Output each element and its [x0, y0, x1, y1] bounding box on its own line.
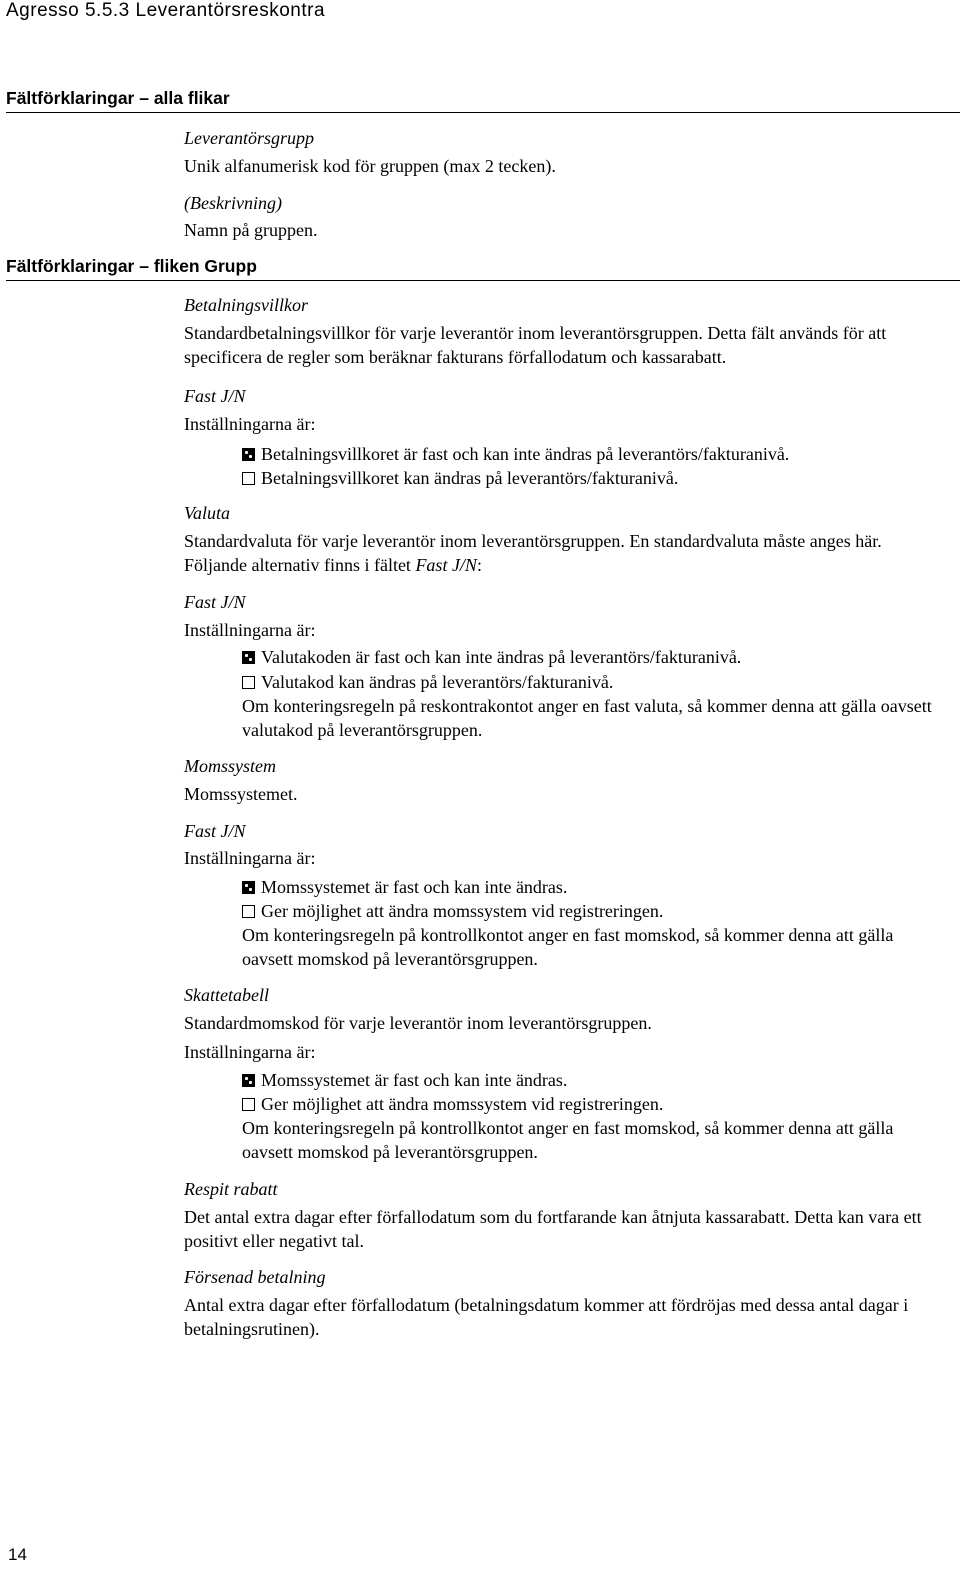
section-heading-grupp: Fältförklaringar – fliken Grupp	[6, 256, 960, 281]
option-unchecked-betalningsvillkor	[242, 466, 678, 490]
running-header: Agresso 5.5.3 Leverantörsreskontra	[6, 0, 326, 21]
desc-valuta-italic: Fast J/N	[415, 555, 477, 575]
desc-momssystem: Momssystemet.	[184, 784, 298, 804]
option-text: Betalningsvillkoret kan ändras på leverantörs/fakturanivå.	[261, 468, 679, 488]
option-checked-momssystem	[242, 875, 567, 899]
term-skattetabell: Skattetabell	[184, 985, 269, 1005]
option-unchecked-skattetabell	[242, 1092, 663, 1116]
option-text: Ger möjlighet att ändra momssystem vid registreringen.	[261, 901, 664, 921]
term-betalningsvillkor: Betalningsvillkor	[184, 295, 308, 315]
option-text: Valutakoden är fast och kan inte ändras på leverantörs/fakturanivå.	[261, 647, 742, 667]
desc-respit-rabatt: Det antal extra dagar efter förfallodatum som du fortfarande kan åtnjuta kassarabatt. Detta kan vara ett positivt eller negativt tal.	[184, 1207, 922, 1251]
settings-label-skattetabell: Inställningarna är:	[184, 1042, 316, 1062]
option-text: Valutakod kan ändras på leverantörs/fakturanivå.	[261, 672, 614, 692]
desc-betalningsvillkor: Standardbetalningsvillkor för varje leverantör inom leverantörsgruppen. Detta fält används för att specificera de regler som beräknar fakturans förfallodatum och kassarabatt.	[184, 323, 887, 367]
desc-valuta	[184, 529, 944, 577]
term-beskrivning: (Beskrivning)	[184, 193, 282, 213]
term-respit-rabatt: Respit rabatt	[184, 1179, 278, 1199]
subterm-betalningsvillkor-fast: Fast J/N	[184, 386, 246, 406]
option-checked-betalningsvillkor	[242, 442, 789, 466]
desc-skattetabell: Standardmomskod för varje leverantör inom leverantörsgruppen.	[184, 1013, 652, 1033]
desc-valuta-text: Standardvaluta för varje leverantör inom leverantörsgruppen. En standardvaluta måste anges här. Följande alternativ finns i fältet	[184, 531, 882, 575]
option-unchecked-valuta	[242, 670, 613, 694]
desc-beskrivning: Namn på gruppen.	[184, 220, 318, 240]
option-checked-valuta	[242, 645, 741, 669]
checked-checkbox-icon	[242, 651, 255, 664]
note-momssystem: Om konteringsregeln på kontrollkontot anger en fast momskod, så kommer denna att gälla oavsett momskod på leverantörsgruppen.	[242, 925, 894, 969]
desc-valuta-end: :	[476, 555, 482, 575]
subterm-momssystem-fast: Fast J/N	[184, 821, 246, 841]
desc-leverantorsgrupp: Unik alfanumerisk kod för gruppen (max 2 tecken).	[184, 156, 556, 176]
note-valuta: Om konteringsregeln på reskontrakontot anger en fast valuta, så kommer denna att gälla oavsett valutakod på leverantörsgruppen.	[242, 696, 932, 740]
checked-checkbox-icon	[242, 448, 255, 461]
section-heading-all-tabs: Fältförklaringar – alla flikar	[6, 88, 960, 113]
option-checked-skattetabell	[242, 1068, 567, 1092]
term-valuta: Valuta	[184, 503, 231, 523]
term-leverantorsgrupp: Leverantörsgrupp	[184, 128, 314, 148]
term-momssystem: Momssystem	[184, 756, 276, 776]
settings-label-momssystem: Inställningarna är:	[184, 848, 316, 868]
settings-label-valuta: Inställningarna är:	[184, 620, 316, 640]
subterm-valuta-fast: Fast J/N	[184, 592, 246, 612]
option-text: Momssystemet är fast och kan inte ändras.	[261, 1070, 568, 1090]
unchecked-checkbox-icon	[242, 905, 255, 918]
page-number: 14	[8, 1545, 27, 1564]
option-text: Betalningsvillkoret är fast och kan inte ändras på leverantörs/fakturanivå.	[261, 444, 790, 464]
settings-label-betalningsvillkor: Inställningarna är:	[184, 414, 316, 434]
option-text: Ger möjlighet att ändra momssystem vid registreringen.	[261, 1094, 664, 1114]
unchecked-checkbox-icon	[242, 472, 255, 485]
checked-checkbox-icon	[242, 1074, 255, 1087]
option-unchecked-momssystem	[242, 899, 663, 923]
term-forsenad-betalning: Försenad betalning	[184, 1267, 326, 1287]
option-text: Momssystemet är fast och kan inte ändras.	[261, 877, 568, 897]
checked-checkbox-icon	[242, 881, 255, 894]
desc-forsenad-betalning: Antal extra dagar efter förfallodatum (betalningsdatum kommer att fördröjas med dessa antal dagar i betalningsrutinen).	[184, 1295, 909, 1339]
unchecked-checkbox-icon	[242, 676, 255, 689]
unchecked-checkbox-icon	[242, 1098, 255, 1111]
note-skattetabell: Om konteringsregeln på kontrollkontot anger en fast momskod, så kommer denna att gälla oavsett momskod på leverantörsgruppen.	[242, 1118, 894, 1162]
